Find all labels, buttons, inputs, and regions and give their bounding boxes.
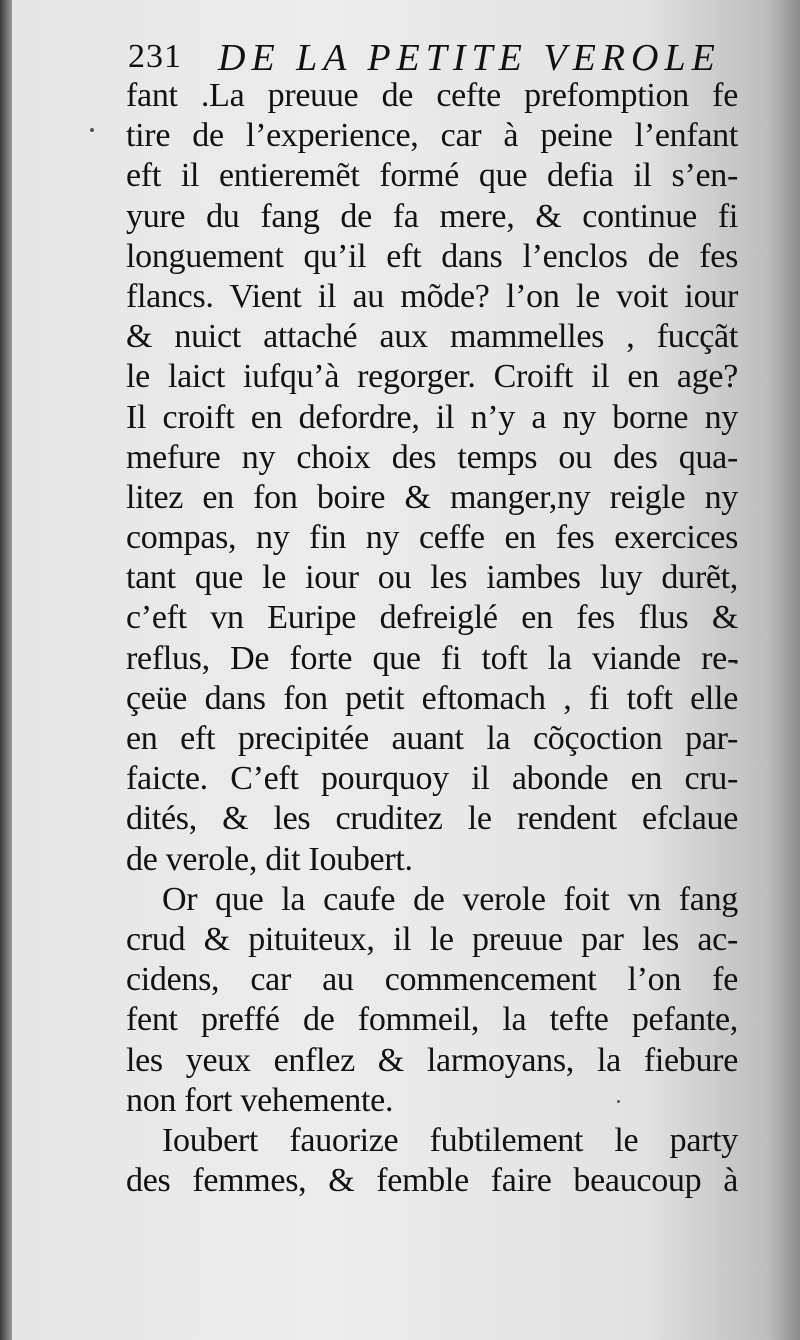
- text-line: c’eft vn Euripe defreiglé en fes flus &: [126, 599, 738, 637]
- text-line: dités, & les cruditez le rendent efclaue: [126, 800, 738, 838]
- text-line: litez en fon boire & manger,ny reigle ny: [126, 478, 738, 516]
- text-line: des femmes, & femble faire beaucoup à: [126, 1162, 738, 1200]
- text-line: le laict iufqu’à regorger. Croift il en age?: [126, 358, 738, 396]
- text-line: tant que le iour ou les iambes luy durẽt,: [126, 559, 738, 597]
- book-gutter: [0, 0, 12, 1340]
- text-line: fent preffé de fommeil, la tefte pefante,: [126, 1001, 738, 1039]
- text-line: longuement qu’il eft dans l’enclos de fes: [126, 237, 738, 275]
- text-line: flancs. Vient il au mõde? l’on le voit iour: [126, 277, 738, 315]
- text-line: Il croift en defordre, il n’y a ny borne ny: [126, 398, 738, 436]
- text-line: en eft precipitée auant la cõçoction par-: [126, 720, 738, 757]
- text-line: Or que la caufe de verole foit vn fang: [162, 880, 738, 918]
- text-line: fant .La preuue de cefte prefomption fe: [126, 77, 738, 114]
- text-line: & nuict attaché aux mammelles , fucçãt: [126, 318, 738, 356]
- text-line: tire de l’experience, car à peine l’enfant: [126, 117, 738, 155]
- body-text: [126, 76, 738, 1201]
- text-line: mefure ny choix des temps ou des qua-: [126, 438, 738, 476]
- text-line: Ioubert fauorize fubtilement le party: [162, 1121, 738, 1159]
- text-line: compas, ny fin ny ceffe en fes exercices: [126, 519, 738, 557]
- text-line: crud & pituiteux, il le preuue par les ac-: [126, 920, 738, 958]
- text-line: yure du fang de fa mere, & continue fi: [126, 197, 738, 235]
- text-line: eft il entieremẽt formé que defia il s’en-: [126, 157, 738, 195]
- text-line: de verole, dit Ioubert.: [126, 840, 413, 878]
- text-line: les yeux enflez & larmoyans, la fiebure: [126, 1041, 738, 1079]
- page-number: 231: [128, 38, 182, 75]
- ink-speck: [90, 128, 94, 132]
- text-line: cidens, car au commencement l’on fe: [126, 961, 738, 999]
- text-line: reflus, De forte que fi toft la viande re-: [126, 639, 738, 677]
- text-line: non fort vehemente.: [126, 1081, 394, 1119]
- text-line: çeüe dans fon petit eftomach , fi toft elle: [126, 679, 738, 717]
- text-line: faicte. C’eft pourquoy il abonde en cru-: [126, 760, 738, 798]
- running-title: DE LA PETITE VEROLE: [218, 37, 721, 79]
